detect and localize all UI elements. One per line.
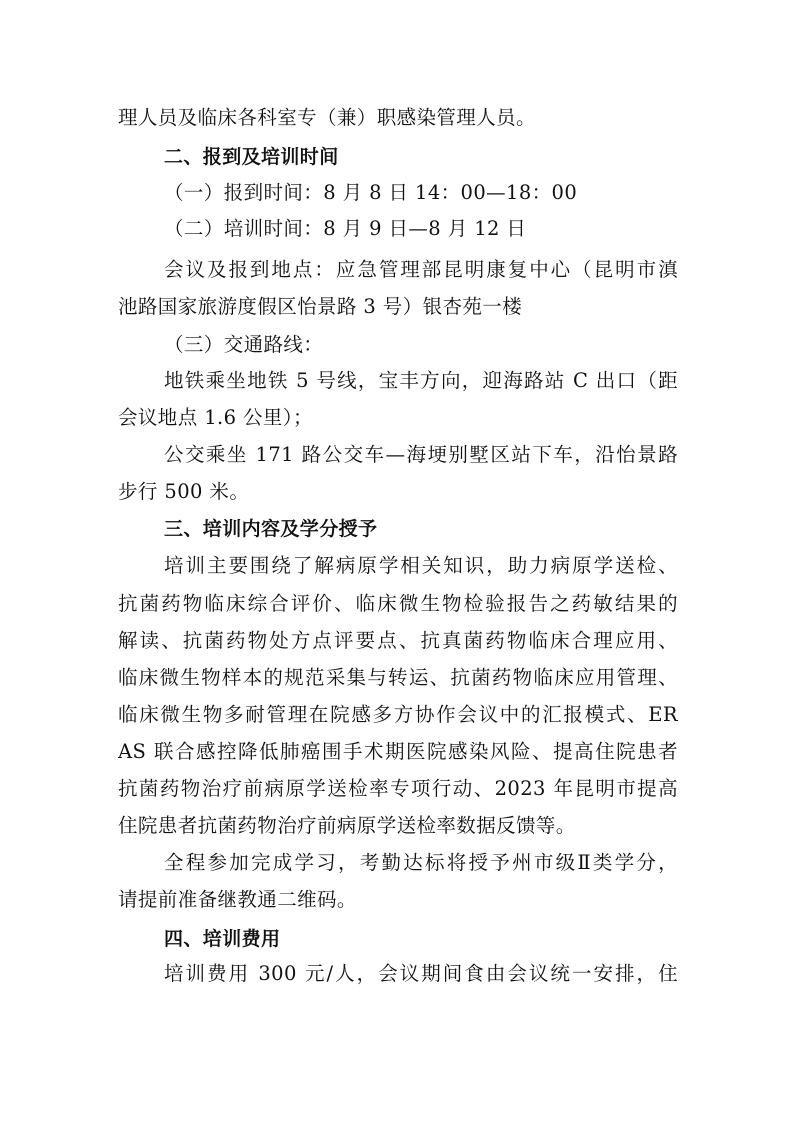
- paragraph-line: 培训费用 300 元/人，会议期间食由会议统一安排，住: [164, 962, 678, 985]
- paragraph-line: 理人员及临床各科室专（兼）职感染管理人员。: [118, 106, 536, 129]
- paragraph-line: 抗菌药物治疗前病原学送检率专项行动、2023 年昆明市提高: [118, 777, 678, 800]
- paragraph-line: AS 联合感控降低肺癌围手术期医院感染风险、提高住院患者: [118, 740, 678, 763]
- paragraph-line: 地铁乘坐地铁 5 号线，宝丰方向，迎海路站 C 出口（距: [164, 369, 678, 392]
- paragraph-line: 池路国家旅游度假区怡景路 3 号）银杏苑一楼: [118, 295, 523, 318]
- paragraph-line: （一）报到时间：8 月 8 日 14：00—18：00: [164, 181, 578, 204]
- paragraph-line: （三）交通路线：: [164, 333, 324, 356]
- section-heading-3: 三、培训内容及学分授予: [164, 518, 378, 540]
- paragraph-line: 临床微生物多耐管理在院感多方协作会议中的汇报模式、ER: [118, 703, 678, 726]
- paragraph-line: 临床微生物样本的规范采集与转运、抗菌药物临床应用管理、: [118, 666, 678, 689]
- section-heading-4: 四、培训费用: [164, 928, 281, 950]
- section-heading-2: 二、报到及培训时间: [164, 146, 339, 168]
- paragraph-line: 步行 500 米。: [118, 480, 250, 503]
- paragraph-line: 会议地点 1.6 公里）；: [118, 406, 313, 429]
- paragraph-line: 解读、抗菌药物处方点评要点、抗真菌药物临床合理应用、: [118, 629, 678, 652]
- paragraph-line: 全程参加完成学习，考勤达标将授予州市级Ⅱ类学分，: [164, 851, 678, 874]
- paragraph-line: （二）培训时间：8 月 9 日—8 月 12 日: [164, 217, 527, 240]
- paragraph-line: 培训主要围绕了解病原学相关知识，助力病原学送检、: [164, 554, 678, 577]
- paragraph-line: 公交乘坐 171 路公交车—海埂别墅区站下车，沿怡景路: [164, 443, 678, 466]
- paragraph-line: 住院患者抗菌药物治疗前病原学送检率数据反馈等。: [118, 814, 576, 837]
- paragraph-line: 会议及报到地点：应急管理部昆明康复中心（昆明市滇: [164, 258, 678, 281]
- paragraph-line: 请提前准备继教通二维码。: [118, 888, 357, 911]
- paragraph-line: 抗菌药物临床综合评价、临床微生物检验报告之药敏结果的: [118, 592, 678, 615]
